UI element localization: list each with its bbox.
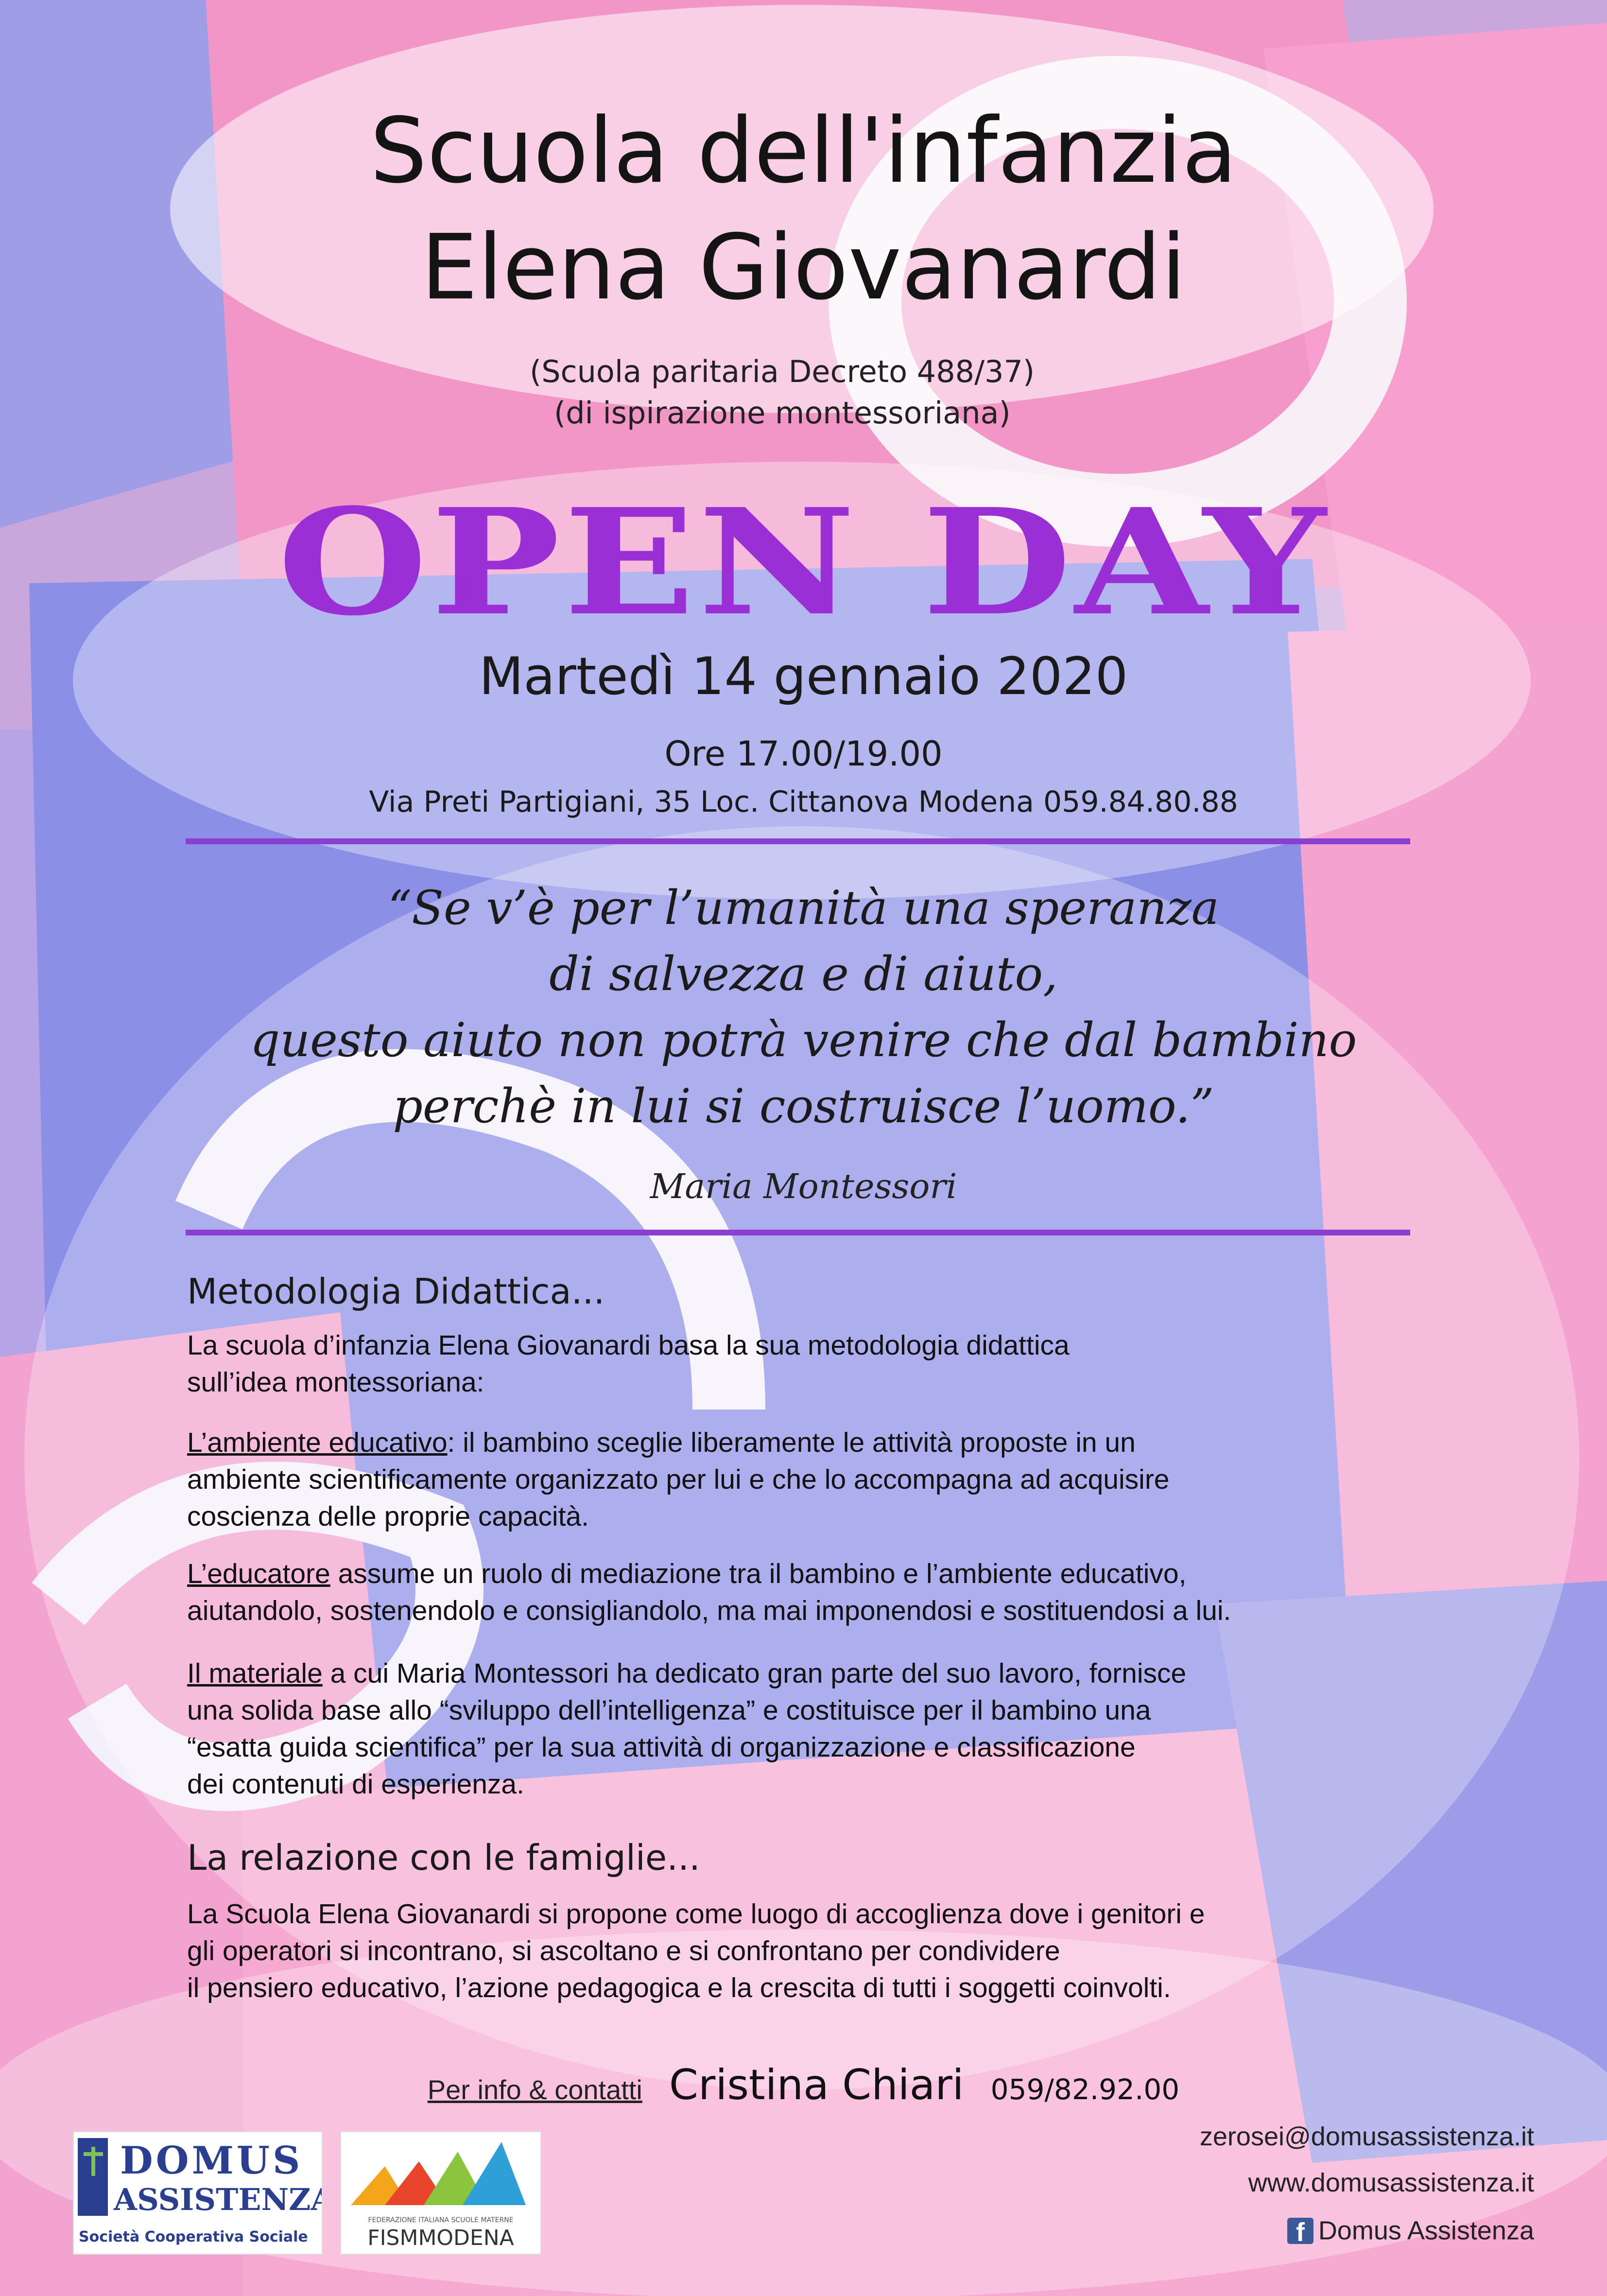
divider-bottom <box>186 1230 1410 1235</box>
contact-label: Per info & contatti <box>427 2074 642 2105</box>
contact-line <box>0 2061 1607 2109</box>
educatore-paragraph: L’educatore assume un ruolo di mediazione tra il bambino e l’ambiente educativo, aiutandolo, sostenendolo e consigliandolo, ma mai imponendosi e sostituendosi a lui. <box>187 1558 1231 1626</box>
metodologia-heading: Metodologia Didattica... <box>187 1271 605 1312</box>
quote-author: Maria Montessori <box>650 1166 957 1206</box>
materiale-label: Il materiale <box>187 1658 323 1689</box>
contact-phone: 059/82.92.00 <box>990 2073 1180 2106</box>
quote-line-2: di salvezza e di aiuto, <box>549 947 1058 1001</box>
famiglie-paragraph: La Scuola Elena Giovanardi si propone come luogo di accoglienza dove i genitori e gli operatori si incontrano, si ascoltano e si confrontano per condividere il pensiero educativo, l’azione pedagogica e la crescita di tutti i soggetti coinvolti. <box>187 1898 1205 2003</box>
facebook-link[interactable] <box>1287 2214 1534 2246</box>
domus-name-2: ASSISTENZA <box>114 2182 322 2217</box>
divider-top <box>186 838 1410 844</box>
domus-name-1: DOMUS <box>120 2139 303 2183</box>
facebook-label: Domus Assistenza <box>1318 2216 1534 2245</box>
contact-name: Cristina Chiari <box>669 2061 964 2109</box>
fism-subtitle: FEDERAZIONE ITALIANA SCUOLE MATERNE <box>368 2216 514 2224</box>
event-date: Martedì 14 gennaio 2020 <box>479 646 1128 706</box>
materiale-paragraph: Il materiale a cui Maria Montessori ha dedicato gran parte del suo lavoro, fornisce una solida base allo “sviluppo dell’intelligenza” e costituisce per il bambino una “esatta guida scientifica” per la sua attività di organizzazione e classificazione dei contenuti di esperienza. <box>187 1658 1187 1800</box>
montessori-quote <box>0 875 1607 1139</box>
quote-line-3: questo aiuto non potrà venire che dal bambino <box>250 1013 1357 1067</box>
title-line-1: Scuola dell'infanzia <box>370 98 1237 203</box>
quote-line-1: “Se v’è per l’umanità una speranza <box>388 881 1219 935</box>
subtitle-line-1: (Scuola paritaria Decreto 488/37) <box>530 354 1035 389</box>
page-title <box>0 92 1607 326</box>
open-day-headline: OPEN DAY <box>277 476 1330 648</box>
educatore-label: L’educatore <box>187 1558 330 1589</box>
subtitle-line-2: (di ispirazione montessoriana) <box>554 395 1011 431</box>
metodologia-intro: La scuola d’infanzia Elena Giovanardi basa la sua metodologia didattica sull’idea montessoriana: <box>187 1330 1070 1398</box>
contact-website[interactable]: www.domusassistenza.it <box>1248 2168 1534 2197</box>
fism-name: FISMMODENA <box>367 2226 514 2250</box>
facebook-icon: f <box>1287 2218 1313 2244</box>
domus-tagline: Società Cooperativa Sociale <box>79 2228 308 2245</box>
quote-line-4: perchè in lui si costruisce l’uomo.” <box>393 1079 1214 1133</box>
fism-logo <box>340 2131 541 2255</box>
event-address: Via Preti Partigiani, 35 Loc. Cittanova Modena 059.84.80.88 <box>369 785 1238 819</box>
event-time: Ore 17.00/19.00 <box>664 734 943 774</box>
domus-logo <box>73 2131 323 2255</box>
ambiente-paragraph: L’ambiente educativo: il bambino sceglie liberamente le attività proposte in un ambiente scientificamente organizzato per lui e che lo accompagna ad acquisire coscienza delle proprie capacità. <box>187 1427 1170 1532</box>
famiglie-heading: La relazione con le famiglie... <box>187 1837 700 1878</box>
contact-email[interactable]: zerosei@domusassistenza.it <box>1199 2122 1534 2151</box>
ambiente-label: L’ambiente educativo <box>187 1427 448 1458</box>
title-line-2: Elena Giovanardi <box>421 215 1186 320</box>
